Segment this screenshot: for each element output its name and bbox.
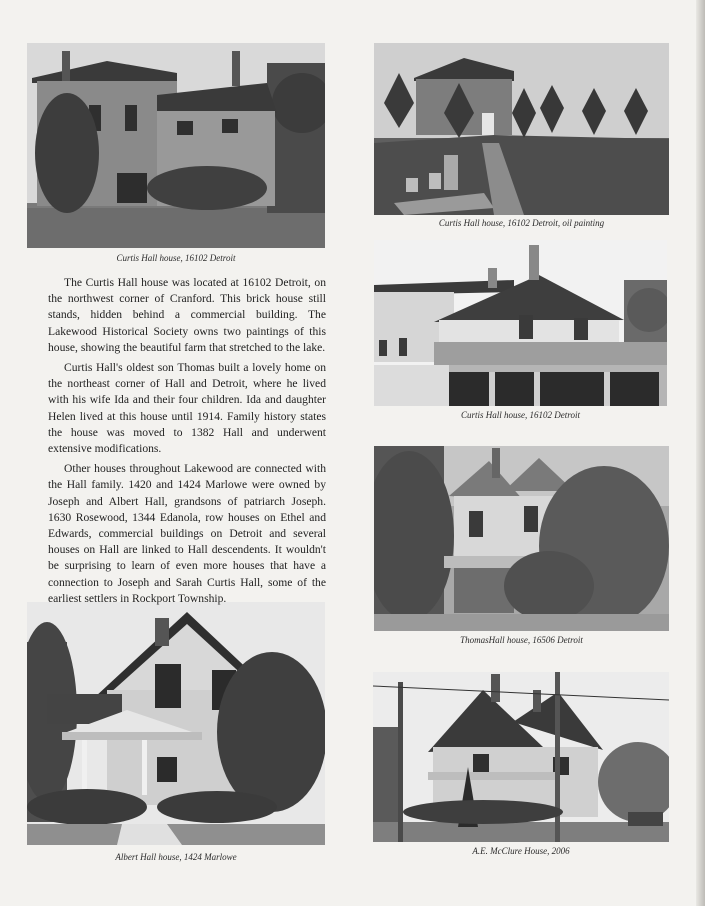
- albert-hall-photo: [27, 602, 325, 845]
- caption-albert-hall: Albert Hall house, 1424 Marlowe: [115, 852, 237, 862]
- caption-curtis-hall-1: Curtis Hall house, 16102 Detroit: [116, 253, 236, 263]
- curtis-hall-photo: [27, 43, 325, 248]
- caption-thomas-hall: ThomasHall house, 16506 Detroit: [460, 635, 583, 645]
- caption-curtis-hall-2: Curtis Hall house, 16102 Detroit: [461, 410, 580, 420]
- caption-curtis-hall-painting: Curtis Hall house, 16102 Detroit, oil painting: [438, 218, 605, 228]
- curtis-hall-painting-photo: [374, 43, 669, 215]
- page-edge: [696, 0, 705, 906]
- article-body: [48, 275, 326, 611]
- thomas-hall-photo: [374, 446, 669, 631]
- curtis-hall-modern-photo: [374, 240, 667, 406]
- mcclure-house-photo: [373, 672, 669, 842]
- paragraph-other-houses: Other houses throughout Lakewood are connected with the Hall family. 1420 and 1424 Marlowe were owned by Joseph and Albert Hall, grandsons of patriarch Joseph. 1630 Rosewood, 1344 Edanola, row houses on Ethel and Edwards, commercial buildings on Detroit and several houses on Hall are linked to Hall descendents. It wouldn't be surprising to learn of even more houses that have a connection to Joseph and Sarah Curtis Hall, some of the earliest settlers in Rockport Township.: [48, 462, 326, 605]
- paragraph-thomas-hall: Curtis Hall's oldest son Thomas built a lovely home on the northeast corner of Hall and Detroit, where he lived with his wife Ida and their four children. Ida and daughter Helen lived at this house until 1914. Family history states the house was moved to 1382 Hall and underwent extensive modifications.: [48, 361, 326, 456]
- paragraph-curtis-hall: The Curtis Hall house was located at 16102 Detroit, on the northwest corner of Cranford. This brick house still stands, hidden behind a commercial building. The Lakewood Historical Society owns two paintings of this house, showing the beautiful farm that stretched to the lake.: [48, 276, 326, 354]
- caption-mcclure: A.E. McClure House, 2006: [472, 846, 570, 856]
